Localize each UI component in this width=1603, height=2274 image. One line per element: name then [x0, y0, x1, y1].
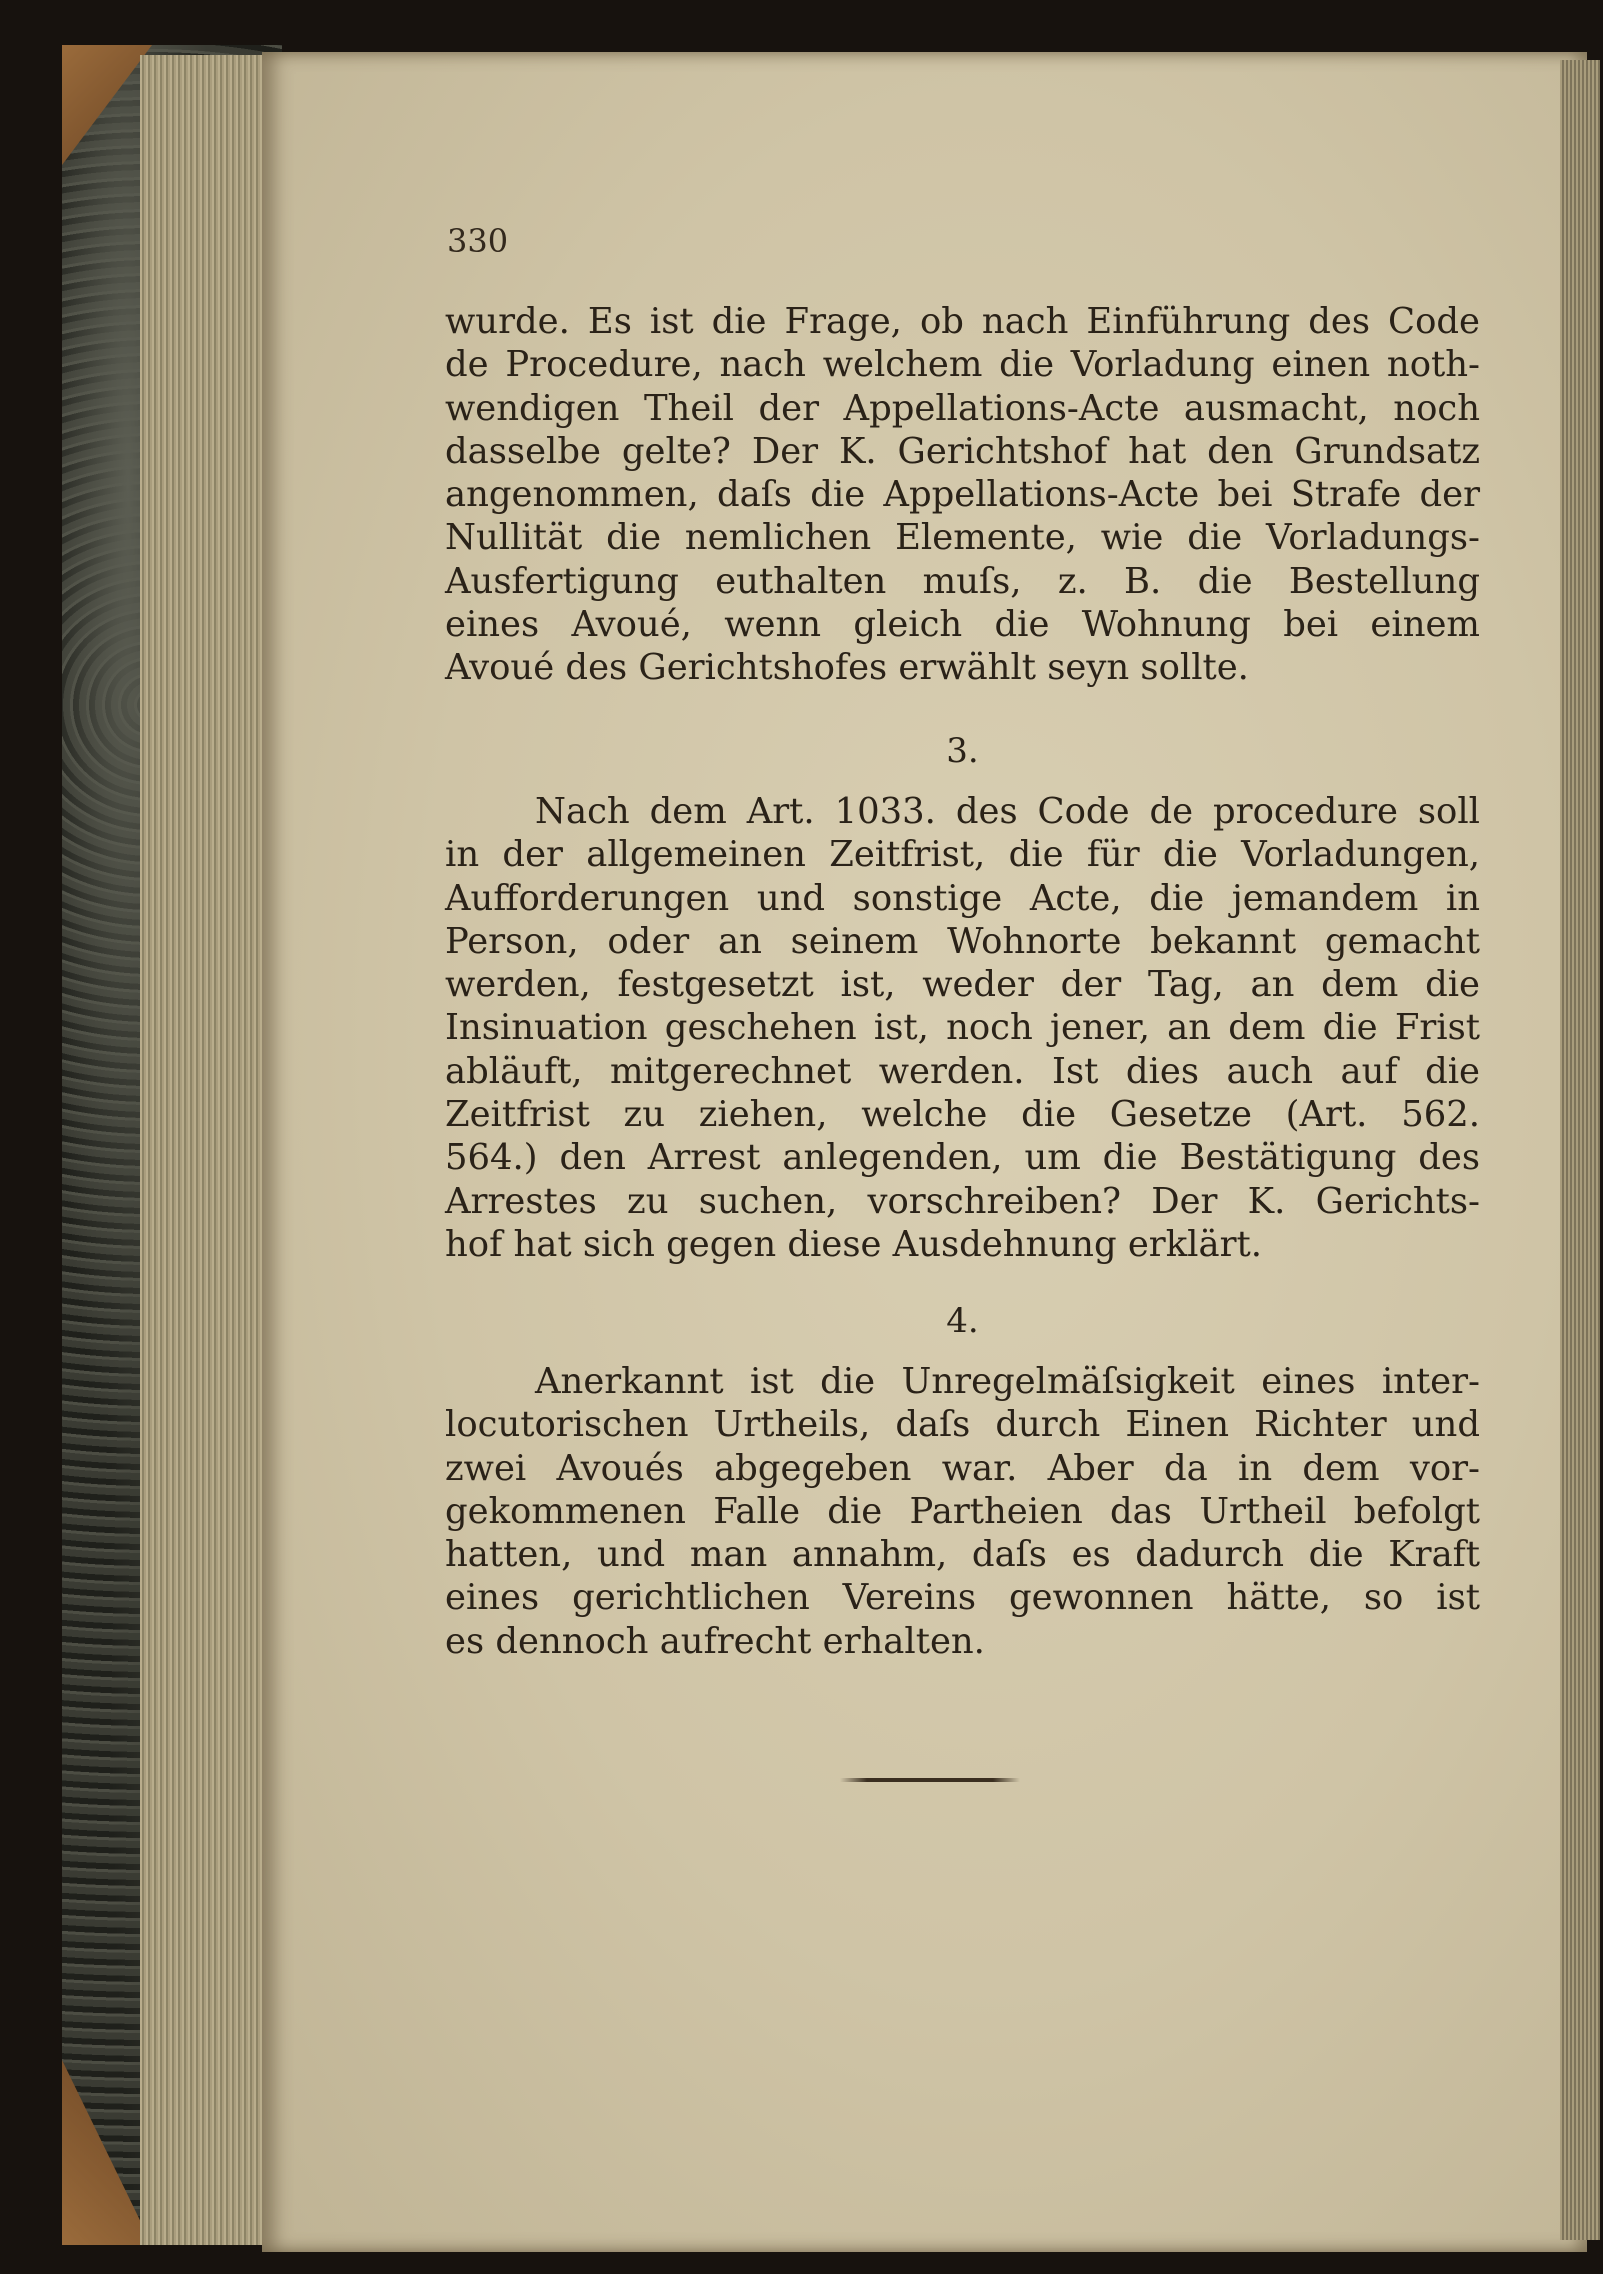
section-number-4: 4.: [946, 1301, 979, 1341]
text-line: wurde. Es ist die Frage, ob nach Einführung des Code: [445, 301, 1480, 342]
text-line: abläuft, mitgerechnet werden. Ist dies auch auf die: [445, 1050, 1480, 1092]
text-line: de Procedure, nach welchem die Vorladung einen noth-: [445, 344, 1480, 386]
text-line: locutorischen Urtheils, daſs durch Einen Richter und: [445, 1404, 1480, 1446]
text-line: Insinuation geschehen ist, noch jener, an dem die Frist: [445, 1007, 1480, 1049]
text-line: dasselbe gelte? Der K. Gerichtshof hat den Grundsatz: [445, 430, 1480, 472]
text-line: Arrestes zu suchen, vorschreiben? Der K. Gerichts-: [445, 1180, 1480, 1222]
text-line: Nach dem Art. 1033. des Code de procedure soll: [535, 791, 1480, 832]
text-line: werden, festgesetzt ist, weder der Tag, an dem die: [445, 964, 1480, 1006]
text-line: zwei Avoués abgegeben war. Aber da in dem vor-: [445, 1447, 1480, 1489]
section-number-3: 3.: [946, 731, 979, 771]
text-line: gekommenen Falle die Partheien das Urtheil befolgt: [445, 1490, 1480, 1532]
paragraph-1: [445, 300, 1480, 690]
text-line: es dennoch aufrecht erhalten.: [445, 1620, 985, 1662]
text-line: Nullität die nemlichen Elemente, wie die Vorladungs-: [445, 517, 1480, 559]
page-edges-right: [1560, 60, 1600, 2240]
text-line: Ausfertigung euthalten muſs, z. B. die Bestellung: [445, 560, 1480, 602]
text-line: 564.) den Arrest anlegenden, um die Bestätigung des: [445, 1137, 1480, 1179]
text-line: Zeitfrist zu ziehen, welche die Gesetze (Art. 562.: [445, 1094, 1480, 1136]
text-line: Person, oder an seinem Wohnorte bekannt gemacht: [445, 920, 1480, 962]
text-line: hof hat sich gegen diese Ausdehnung erklärt.: [445, 1223, 1262, 1265]
text-line: Anerkannt ist die Unregelmäſsigkeit eines inter-: [535, 1361, 1480, 1402]
text-line: hatten, und man annahm, daſs es dadurch die Kraft: [445, 1534, 1480, 1576]
text-line: Aufforderungen und sonstige Acte, die jemandem in: [445, 877, 1480, 919]
paragraph-2: [445, 790, 1480, 1266]
text-line: angenommen, daſs die Appellations-Acte bei Strafe der: [445, 474, 1480, 516]
text-line: Avoué des Gerichtshofes erwählt seyn sollte.: [445, 647, 1249, 689]
text-line: wendigen Theil der Appellations-Acte ausmacht, noch: [445, 387, 1480, 429]
end-rule: [840, 1778, 1020, 1782]
page-number: 330: [447, 222, 509, 260]
paragraph-3: [445, 1360, 1480, 1663]
page-edges-left: [140, 55, 270, 2245]
text-line: eines gerichtlichen Vereins gewonnen hätte, so ist: [445, 1577, 1480, 1619]
text-line: eines Avoué, wenn gleich die Wohnung bei einem: [445, 604, 1480, 646]
text-line: in der allgemeinen Zeitfrist, die für die Vorladungen,: [445, 834, 1480, 876]
